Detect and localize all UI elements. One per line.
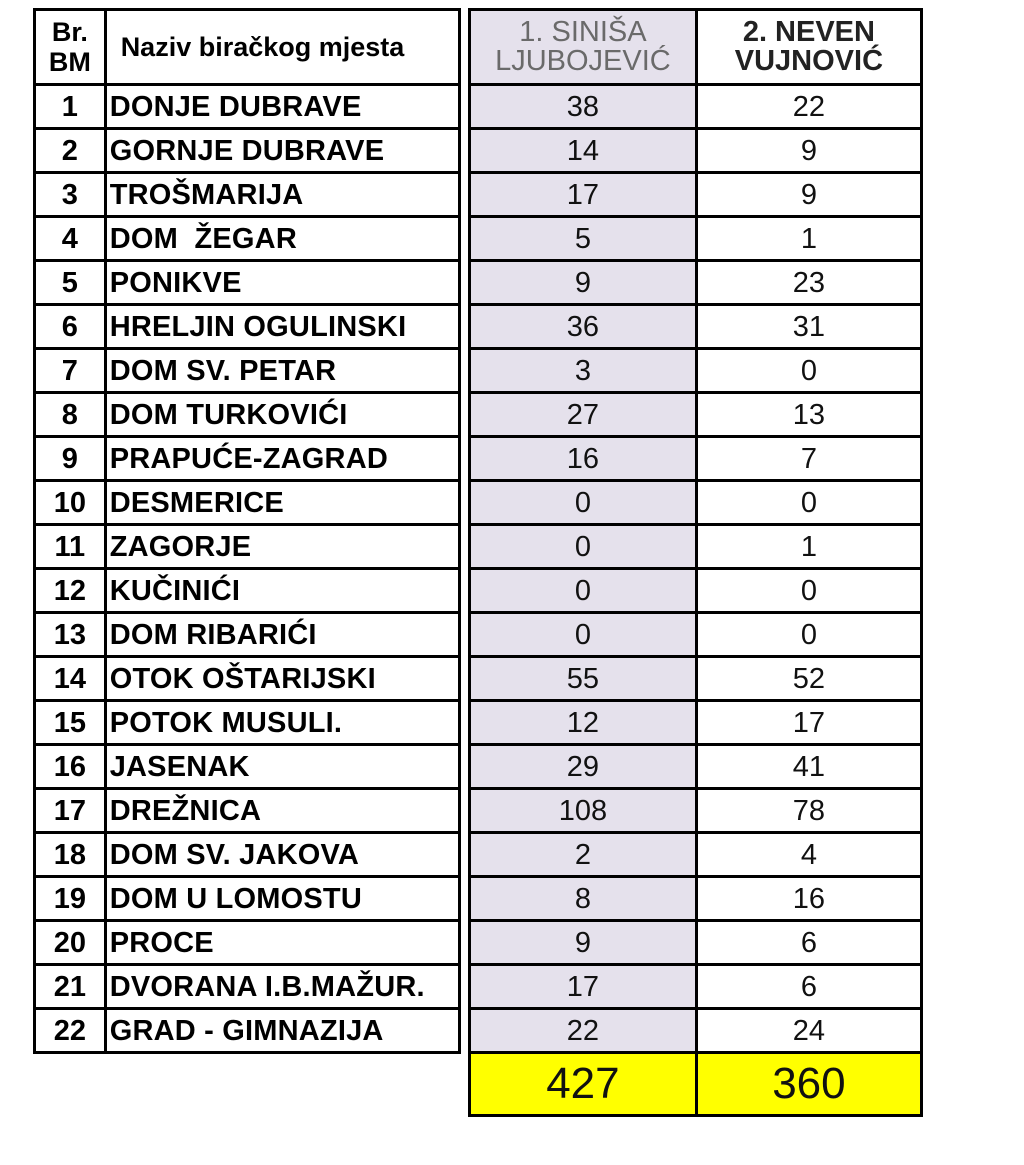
- table-row: [35, 833, 460, 877]
- votes-row: [470, 437, 922, 481]
- station-number: 12: [35, 569, 106, 613]
- candidate1-total: 427: [470, 1053, 697, 1116]
- candidate1-header: [470, 10, 697, 85]
- candidate2-header: [696, 10, 921, 85]
- candidate2-votes: 6: [696, 921, 921, 965]
- candidate1-votes: 17: [470, 173, 697, 217]
- station-number: 19: [35, 877, 106, 921]
- station-number: 7: [35, 349, 106, 393]
- station-name: DOM ŽEGAR: [105, 217, 459, 261]
- votes-row: [470, 261, 922, 305]
- table-row: [35, 657, 460, 701]
- station-number: 6: [35, 305, 106, 349]
- candidate1-votes: 0: [470, 481, 697, 525]
- station-number: 14: [35, 657, 106, 701]
- candidate1-votes: 0: [470, 569, 697, 613]
- candidate1-votes: 16: [470, 437, 697, 481]
- table-row: [35, 569, 460, 613]
- station-name: TROŠMARIJA: [105, 173, 459, 217]
- candidate2-votes: 1: [696, 217, 921, 261]
- candidate2-votes: 0: [696, 349, 921, 393]
- station-number: 15: [35, 701, 106, 745]
- candidate1-votes: 8: [470, 877, 697, 921]
- station-name: KUČINIĆI: [105, 569, 459, 613]
- candidate2-votes: 41: [696, 745, 921, 789]
- station-number: 21: [35, 965, 106, 1009]
- polling-station-table: [33, 8, 461, 1054]
- header-naziv: Naziv biračkog mjesta: [105, 10, 459, 85]
- votes-row: [470, 305, 922, 349]
- votes-row: [470, 657, 922, 701]
- station-number: 16: [35, 745, 106, 789]
- station-name: PONIKVE: [105, 261, 459, 305]
- candidate1-votes: 38: [470, 85, 697, 129]
- candidate2-votes: 1: [696, 525, 921, 569]
- candidate2-votes: 9: [696, 173, 921, 217]
- votes-row: [470, 701, 922, 745]
- table-row: [35, 261, 460, 305]
- candidate2-votes: 52: [696, 657, 921, 701]
- candidate1-votes: 29: [470, 745, 697, 789]
- candidate2-line2: VUJNOVIĆ: [734, 45, 884, 77]
- station-name: OTOK OŠTARIJSKI: [105, 657, 459, 701]
- header-br-bm: [35, 10, 106, 85]
- candidate1-line2: LJUBOJEVIĆ: [495, 45, 671, 77]
- candidate1-votes: 9: [470, 261, 697, 305]
- candidate1-votes: 17: [470, 965, 697, 1009]
- station-name: DOM SV. JAKOVA: [105, 833, 459, 877]
- votes-table: [468, 8, 923, 1117]
- votes-row: [470, 745, 922, 789]
- candidate1-votes: 27: [470, 393, 697, 437]
- candidate2-votes: 23: [696, 261, 921, 305]
- candidate1-votes: 55: [470, 657, 697, 701]
- station-number: 17: [35, 789, 106, 833]
- station-number: 13: [35, 613, 106, 657]
- station-name: PRAPUĆE-ZAGRAD: [105, 437, 459, 481]
- table-row: [35, 965, 460, 1009]
- station-name: DOM U LOMOSTU: [105, 877, 459, 921]
- table-row: [35, 305, 460, 349]
- table-row: [35, 349, 460, 393]
- votes-row: [470, 1009, 922, 1053]
- header-br-line2: BM: [48, 47, 91, 77]
- candidate2-votes: 4: [696, 833, 921, 877]
- station-number: 20: [35, 921, 106, 965]
- station-number: 9: [35, 437, 106, 481]
- station-name: DOM RIBARIĆI: [105, 613, 459, 657]
- votes-row: [470, 349, 922, 393]
- station-name: DOM TURKOVIĆI: [105, 393, 459, 437]
- candidate2-votes: 6: [696, 965, 921, 1009]
- table-row: [35, 921, 460, 965]
- candidate2-line1: 2. NEVEN: [742, 16, 875, 48]
- candidate1-line1: 1. SINIŠA: [519, 16, 647, 48]
- votes-row: [470, 569, 922, 613]
- votes-row: [470, 129, 922, 173]
- table-row: [35, 393, 460, 437]
- votes-row: [470, 965, 922, 1009]
- candidate1-votes: 108: [470, 789, 697, 833]
- station-number: 2: [35, 129, 106, 173]
- votes-row: [470, 877, 922, 921]
- table-row: [35, 85, 460, 129]
- candidate1-votes: 36: [470, 305, 697, 349]
- candidate2-votes: 24: [696, 1009, 921, 1053]
- table-row: [35, 129, 460, 173]
- votes-row: [470, 393, 922, 437]
- candidate2-votes: 0: [696, 569, 921, 613]
- station-number: 18: [35, 833, 106, 877]
- candidate2-votes: 9: [696, 129, 921, 173]
- station-name: DREŽNICA: [105, 789, 459, 833]
- candidate1-votes: 3: [470, 349, 697, 393]
- votes-row: [470, 833, 922, 877]
- table-row: [35, 1009, 460, 1053]
- station-name: DESMERICE: [105, 481, 459, 525]
- votes-row: [470, 613, 922, 657]
- candidate1-votes: 22: [470, 1009, 697, 1053]
- candidate1-votes: 0: [470, 613, 697, 657]
- station-number: 5: [35, 261, 106, 305]
- candidate1-votes: 2: [470, 833, 697, 877]
- candidate1-votes: 9: [470, 921, 697, 965]
- station-number: 10: [35, 481, 106, 525]
- station-name: DONJE DUBRAVE: [105, 85, 459, 129]
- station-name: PROCE: [105, 921, 459, 965]
- table-row: [35, 613, 460, 657]
- candidate2-votes: 78: [696, 789, 921, 833]
- table-row: [35, 701, 460, 745]
- candidate2-votes: 13: [696, 393, 921, 437]
- totals-row: [470, 1053, 922, 1116]
- station-name: GRAD - GIMNAZIJA: [105, 1009, 459, 1053]
- votes-row: [470, 217, 922, 261]
- table-row: [35, 437, 460, 481]
- votes-row: [470, 525, 922, 569]
- table-row: [35, 173, 460, 217]
- candidate2-votes: 0: [696, 613, 921, 657]
- votes-row: [470, 481, 922, 525]
- candidate-header-row: [470, 10, 922, 85]
- header-br-line1: Br.: [51, 17, 88, 47]
- station-name: DVORANA I.B.MAŽUR.: [105, 965, 459, 1009]
- candidate2-votes: 17: [696, 701, 921, 745]
- candidate2-votes: 22: [696, 85, 921, 129]
- station-name: POTOK MUSULI.: [105, 701, 459, 745]
- station-number: 1: [35, 85, 106, 129]
- station-number: 11: [35, 525, 106, 569]
- station-name: DOM SV. PETAR: [105, 349, 459, 393]
- table-row: [35, 525, 460, 569]
- votes-row: [470, 85, 922, 129]
- votes-row: [470, 789, 922, 833]
- station-number: 4: [35, 217, 106, 261]
- votes-row: [470, 921, 922, 965]
- station-name: GORNJE DUBRAVE: [105, 129, 459, 173]
- table-row: [35, 481, 460, 525]
- candidate2-votes: 0: [696, 481, 921, 525]
- table-row: [35, 217, 460, 261]
- candidate2-votes: 16: [696, 877, 921, 921]
- candidate1-votes: 14: [470, 129, 697, 173]
- station-name: JASENAK: [105, 745, 459, 789]
- header-row: [35, 10, 460, 85]
- station-name: HRELJIN OGULINSKI: [105, 305, 459, 349]
- station-name: ZAGORJE: [105, 525, 459, 569]
- table-row: [35, 789, 460, 833]
- candidate2-votes: 31: [696, 305, 921, 349]
- table-row: [35, 745, 460, 789]
- votes-row: [470, 173, 922, 217]
- candidate1-votes: 5: [470, 217, 697, 261]
- station-number: 8: [35, 393, 106, 437]
- candidate2-votes: 7: [696, 437, 921, 481]
- candidate2-total: 360: [696, 1053, 921, 1116]
- table-row: [35, 877, 460, 921]
- candidate1-votes: 12: [470, 701, 697, 745]
- candidate1-votes: 0: [470, 525, 697, 569]
- station-number: 3: [35, 173, 106, 217]
- station-number: 22: [35, 1009, 106, 1053]
